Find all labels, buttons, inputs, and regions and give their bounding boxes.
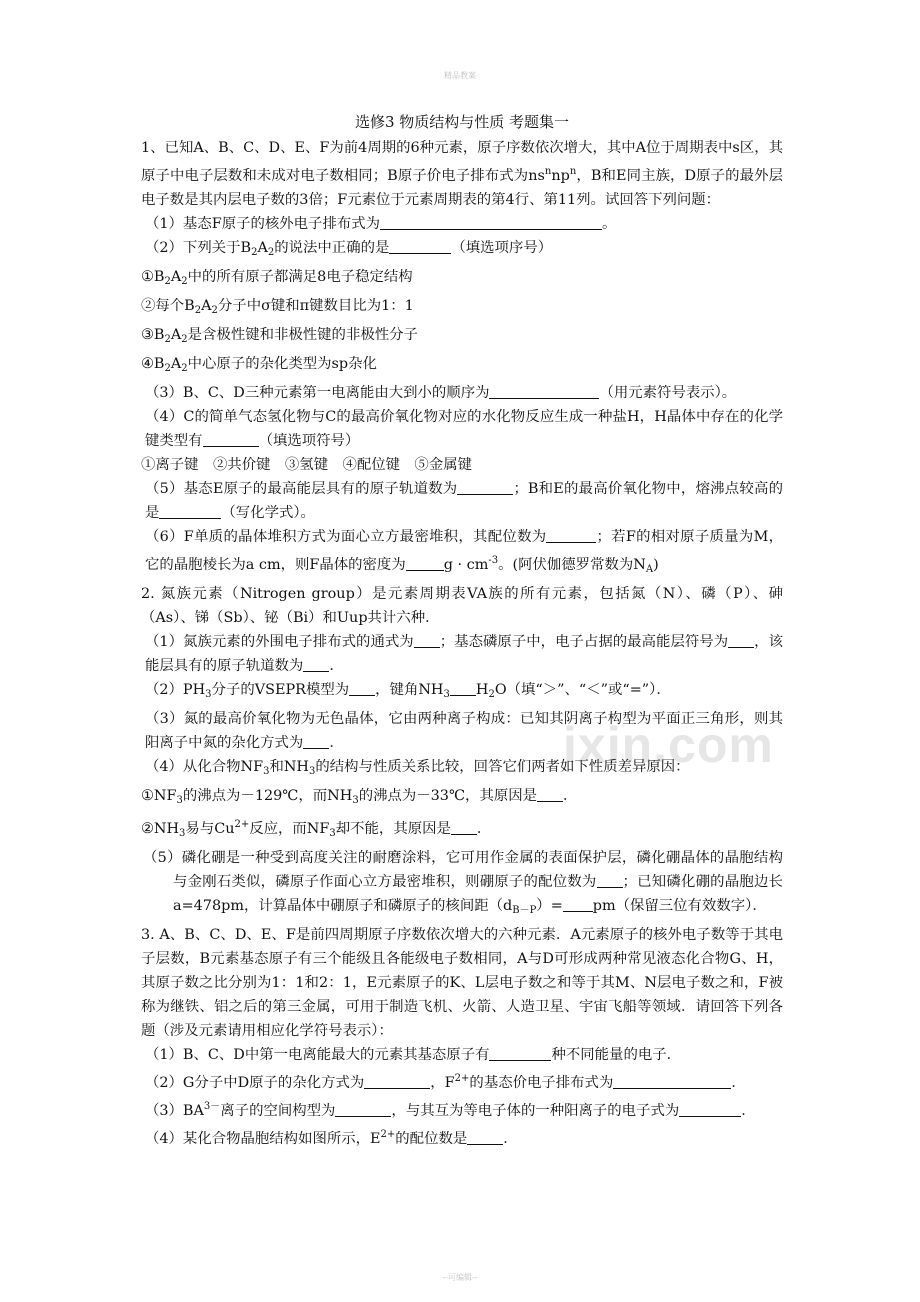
- answer-blank[interactable]: [613, 1074, 731, 1089]
- q2-option-1: $①NF_3$的沸点为－129℃，而$NH_3$的沸点为－33℃，其原因是 ．: [141, 788, 578, 806]
- answer-blank[interactable]: [389, 239, 451, 254]
- q3-part-2: （2）G分子中D原子的杂化方式为 ，$F^{2+}$的基态价电子排布式为 ．: [145, 1073, 746, 1091]
- answer-blank[interactable]: [364, 1074, 430, 1089]
- answer-blank[interactable]: [679, 1102, 741, 1117]
- document-body: [141, 110, 783, 1151]
- q1-part-2: （2）下列关于$B_2A_2$的说法中正确的是 （填选项序号）: [145, 240, 553, 258]
- page-title: 选修3 物质结构与性质 考题集一: [354, 113, 570, 131]
- answer-blank[interactable]: [380, 215, 602, 230]
- answer-blank[interactable]: [546, 528, 596, 543]
- q1-part-4: （4）C的简单气态氢化物与C的最高价氧化物对应的水化物反应生成一种盐H，H晶体中存在的化学键类型有 （填选项符号）: [145, 409, 783, 449]
- answer-blank[interactable]: [303, 657, 329, 672]
- answer-blank[interactable]: [349, 681, 375, 696]
- q2-option-2: $②NH_3$易与$Cu^{2+}$反应，而$NF_3$却不能，其原因是 ．: [141, 819, 492, 839]
- answer-blank[interactable]: [563, 897, 593, 912]
- answer-blank[interactable]: [457, 480, 513, 495]
- answer-blank[interactable]: [450, 681, 476, 696]
- answer-blank[interactable]: [597, 873, 623, 888]
- q1-option-1: $①B_2A_2$中的所有原子都满足8电子稳定结构: [141, 269, 413, 287]
- question-1-stem: 1、已知A、B、C、D、E、F为前4周期的6种元素，原子序数依次增大，其中A位于周期表中s区，其原子中电子层数和未成对电子数相同；B原子价电子排布式为$ns^nnp^n$，B和E同主族，D原子的最外层电子数是其内层电子数的3倍；F元素位于元素周期表的第4行、第11列。试回答下列问题：: [141, 140, 784, 208]
- answer-blank[interactable]: [537, 787, 563, 802]
- answer-blank[interactable]: [451, 820, 477, 835]
- q2-part-1: （1）氮族元素的外围电子排布式的通式为 ；基态磷原子中，电子占据的最高能层符号为 ，该能层具有的原子轨道数为 ．: [145, 634, 783, 674]
- q1-bond-options: ①离子键 ②共价键 ③氢键 ④配位键 ⑤金属键: [141, 457, 472, 473]
- q3-part-3: $(3)BA^{3-}$离子的空间构型为 ，与其互为等电子体的一种阳离子的电子式为 ．: [145, 1101, 756, 1119]
- q1-part-6: （6）F单质的晶体堆积方式为面心立方最密堆积，其配位数为 ；若F的相对原子质量为M，它的晶胞棱长为a cm，则F晶体的密度为 $g \cdot cm^{-3}$。(阿伏伽德罗常数为$N_A$): [145, 529, 783, 575]
- answer-blank[interactable]: [489, 1046, 551, 1061]
- answer-blank[interactable]: [303, 734, 329, 749]
- q3-part-1: （1）B、C、D中第一电离能最大的元素其基态原子有 种不同能量的电子．: [145, 1047, 682, 1063]
- question-3-stem: 3. A、B、C、D、E、F是前四周期原子序数依次增大的六种元素．A元素原子的核外电子数等于其电子层数，B元素基态原子有三个能级且各能级电子数相同，A与D可形成两种常见液态化合物G、H，其原子数之比分别为1：1和2：1，E元素原子的K、L层电子数之和等于其M、N层电子数之和，F被称为继铁、铝之后的第三金属，可用于制造飞机、火箭、人造卫星、宇宙飞船等领域．请回答下列各题（涉及元素请用相应化学符号表示）：: [141, 927, 783, 1039]
- q3-part-4: （4）某化合物晶胞结构如图所示，$E^{2+}$的配位数是 ．: [145, 1129, 518, 1147]
- answer-blank[interactable]: [728, 633, 754, 648]
- answer-blank[interactable]: [467, 1130, 503, 1145]
- answer-blank[interactable]: [489, 384, 599, 399]
- answer-blank[interactable]: [159, 504, 221, 519]
- q1-option-2: ②每个$B_2A_2$分子中σ键和π键数目比为1：1: [141, 298, 414, 316]
- answer-blank[interactable]: [335, 1102, 391, 1117]
- page-footer: --可编辑--: [442, 1273, 478, 1282]
- q1-part-5: （5）基态E原子的最高能层具有的原子轨道数为 ；B和E的最高价氧化物中，熔沸点较高的是 （写化学式）。: [145, 481, 783, 521]
- question-2-stem: 2. 氮族元素（Nitrogen group）是元素周期表VA族的所有元素，包括氮（N）、磷（P）、砷（As）、锑（Sb）、铋（Bi）和Uup共计六种．: [141, 586, 783, 626]
- answer-blank[interactable]: [406, 556, 444, 571]
- q2-part-2: $(2)PH_3$分子的VSEPR模型为 ，键角$NH_3$ $H_2O$（填“＞”、“＜”或“=”）．: [145, 682, 671, 700]
- answer-blank[interactable]: [203, 432, 259, 447]
- q1-part-1: （1）基态F原子的核外电子排布式为 。: [145, 216, 617, 232]
- q1-option-4: $④B_2A_2$中心原子的杂化类型为sp杂化: [141, 356, 377, 374]
- answer-blank[interactable]: [414, 633, 440, 648]
- page-header: 精品教案: [444, 71, 476, 80]
- watermark: ixin.com: [563, 717, 774, 773]
- q1-option-3: $③B_2A_2$是含极性键和非极性键的非极性分子: [141, 327, 418, 345]
- q2-part-5: （5）磷化硼是一种受到高度关注的耐磨涂料，它可用作金属的表面保护层，磷化硼晶体的晶胞结构与金刚石类似，磷原子作面心立方最密堆积，则硼原子的配位数为 ；已知磷化硼的晶胞边长a=478pm，计算晶体中硼原子和磷原子的核间距$(d_{B-P})= pm$（保留三位有效数字）．: [143, 850, 783, 916]
- q1-part-3: （3）B、C、D三种元素第一电离能由大到小的顺序为 （用元素符号表示）。: [145, 385, 737, 401]
- q2-part-3: （3）氮的最高价氧化物为无色晶体，它由两种离子构成：已知其阴离子构型为平面正三角形，则其阳离子中氮的杂化方式为 ．: [145, 711, 783, 751]
- q2-part-4: （4）从化合物$NF_3$和$NH_3$的结构与性质关系比较，回答它们两者如下性质差异原因：: [145, 759, 690, 777]
